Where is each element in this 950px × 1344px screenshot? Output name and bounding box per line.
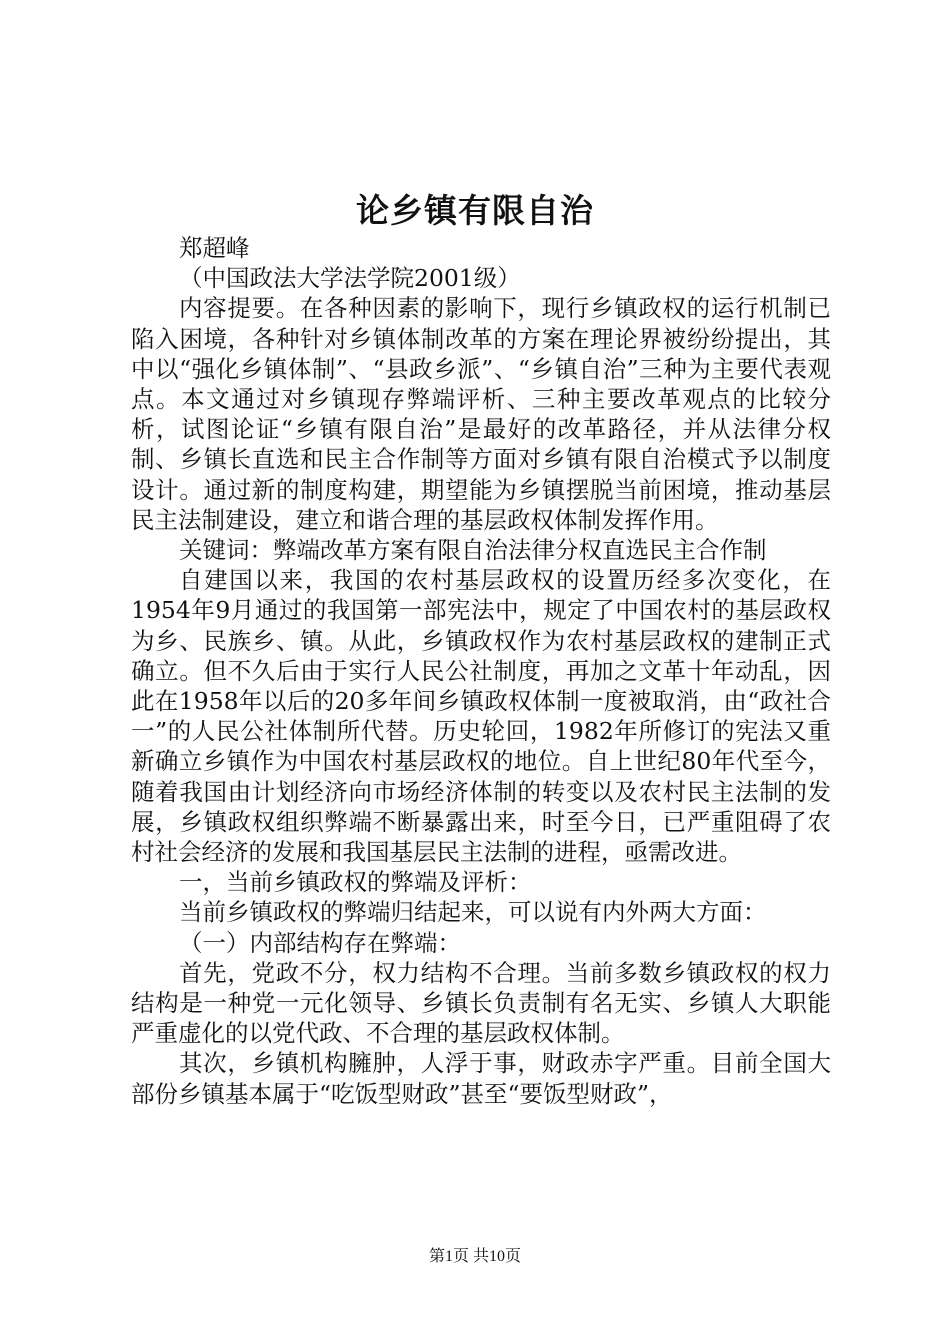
author-affiliation: （中国政法大学法学院2001级）	[179, 264, 521, 293]
author-name: 郑超峰	[179, 234, 250, 262]
body-paragraph: 自建国以来，我国的农村基层政权的设置历经多次变化，在1954年9月通过的我国第一部宪法中，规定了中国农村的基层政权为乡、民族乡、镇。从此，乡镇政权作为农村基层政权的建制正式确立。但不久后由于实行人民公社制度，再加之文革十年动乱，因此在1958年以后的20多年间乡镇政权体制一度被取消，由“政社合一”的人民公社体制所代替。历史轮回，1982年所修订的宪法又重新确立乡镇作为中国农村基层政权的地位。自上世纪80年代至今，随着我国由计划经济向市场经济体制的转变以及农村民主法制的发展，乡镇政权组织弊端不断暴露出来，时至今日，已严重阻碍了农村社会经济的发展和我国基层民主法制的进程，亟需改进。	[131, 566, 831, 867]
document-body	[131, 233, 831, 1109]
page-footer: 第1页 共10页	[428, 1248, 521, 1265]
body-paragraph: 当前乡镇政权的弊端归结起来，可以说有内外两大方面：	[179, 898, 767, 927]
keywords-paragraph: 关键词：弊端改革方案有限自治法律分权直选民主合作制	[179, 536, 767, 565]
document-title: 论乡镇有限自治	[356, 191, 594, 230]
subsection-heading: （一）内部结构存在弊端：	[179, 928, 461, 957]
section-heading: 一，当前乡镇政权的弊端及评析：	[179, 868, 532, 897]
body-paragraph: 其次，乡镇机构臃肿，人浮于事，财政赤字严重。目前全国大部份乡镇基本属于“吃饭型财政”甚至“要饭型财政”，	[131, 1049, 831, 1108]
body-paragraph: 首先，党政不分，权力结构不合理。当前多数乡镇政权的权力结构是一种党一元化领导、乡镇长负责制有名无实、乡镇人大职能严重虚化的以党代政、不合理的基层政权体制。	[131, 958, 831, 1048]
abstract-paragraph: 内容提要。在各种因素的影响下，现行乡镇政权的运行机制已陷入困境，各种针对乡镇体制改革的方案在理论界被纷纷提出，其中以“强化乡镇体制”、“县政乡派”、“乡镇自治”三种为主要代表观点。本文通过对乡镇现存弊端评析、三种主要改革观点的比较分析，试图论证“乡镇有限自治”是最好的改革路径，并从法律分权制、乡镇长直选和民主合作制等方面对乡镇有限自治模式予以制度设计。通过新的制度构建，期望能为乡镇摆脱当前困境，推动基层民主法制建设，建立和谐合理的基层政权体制发挥作用。	[131, 294, 831, 534]
